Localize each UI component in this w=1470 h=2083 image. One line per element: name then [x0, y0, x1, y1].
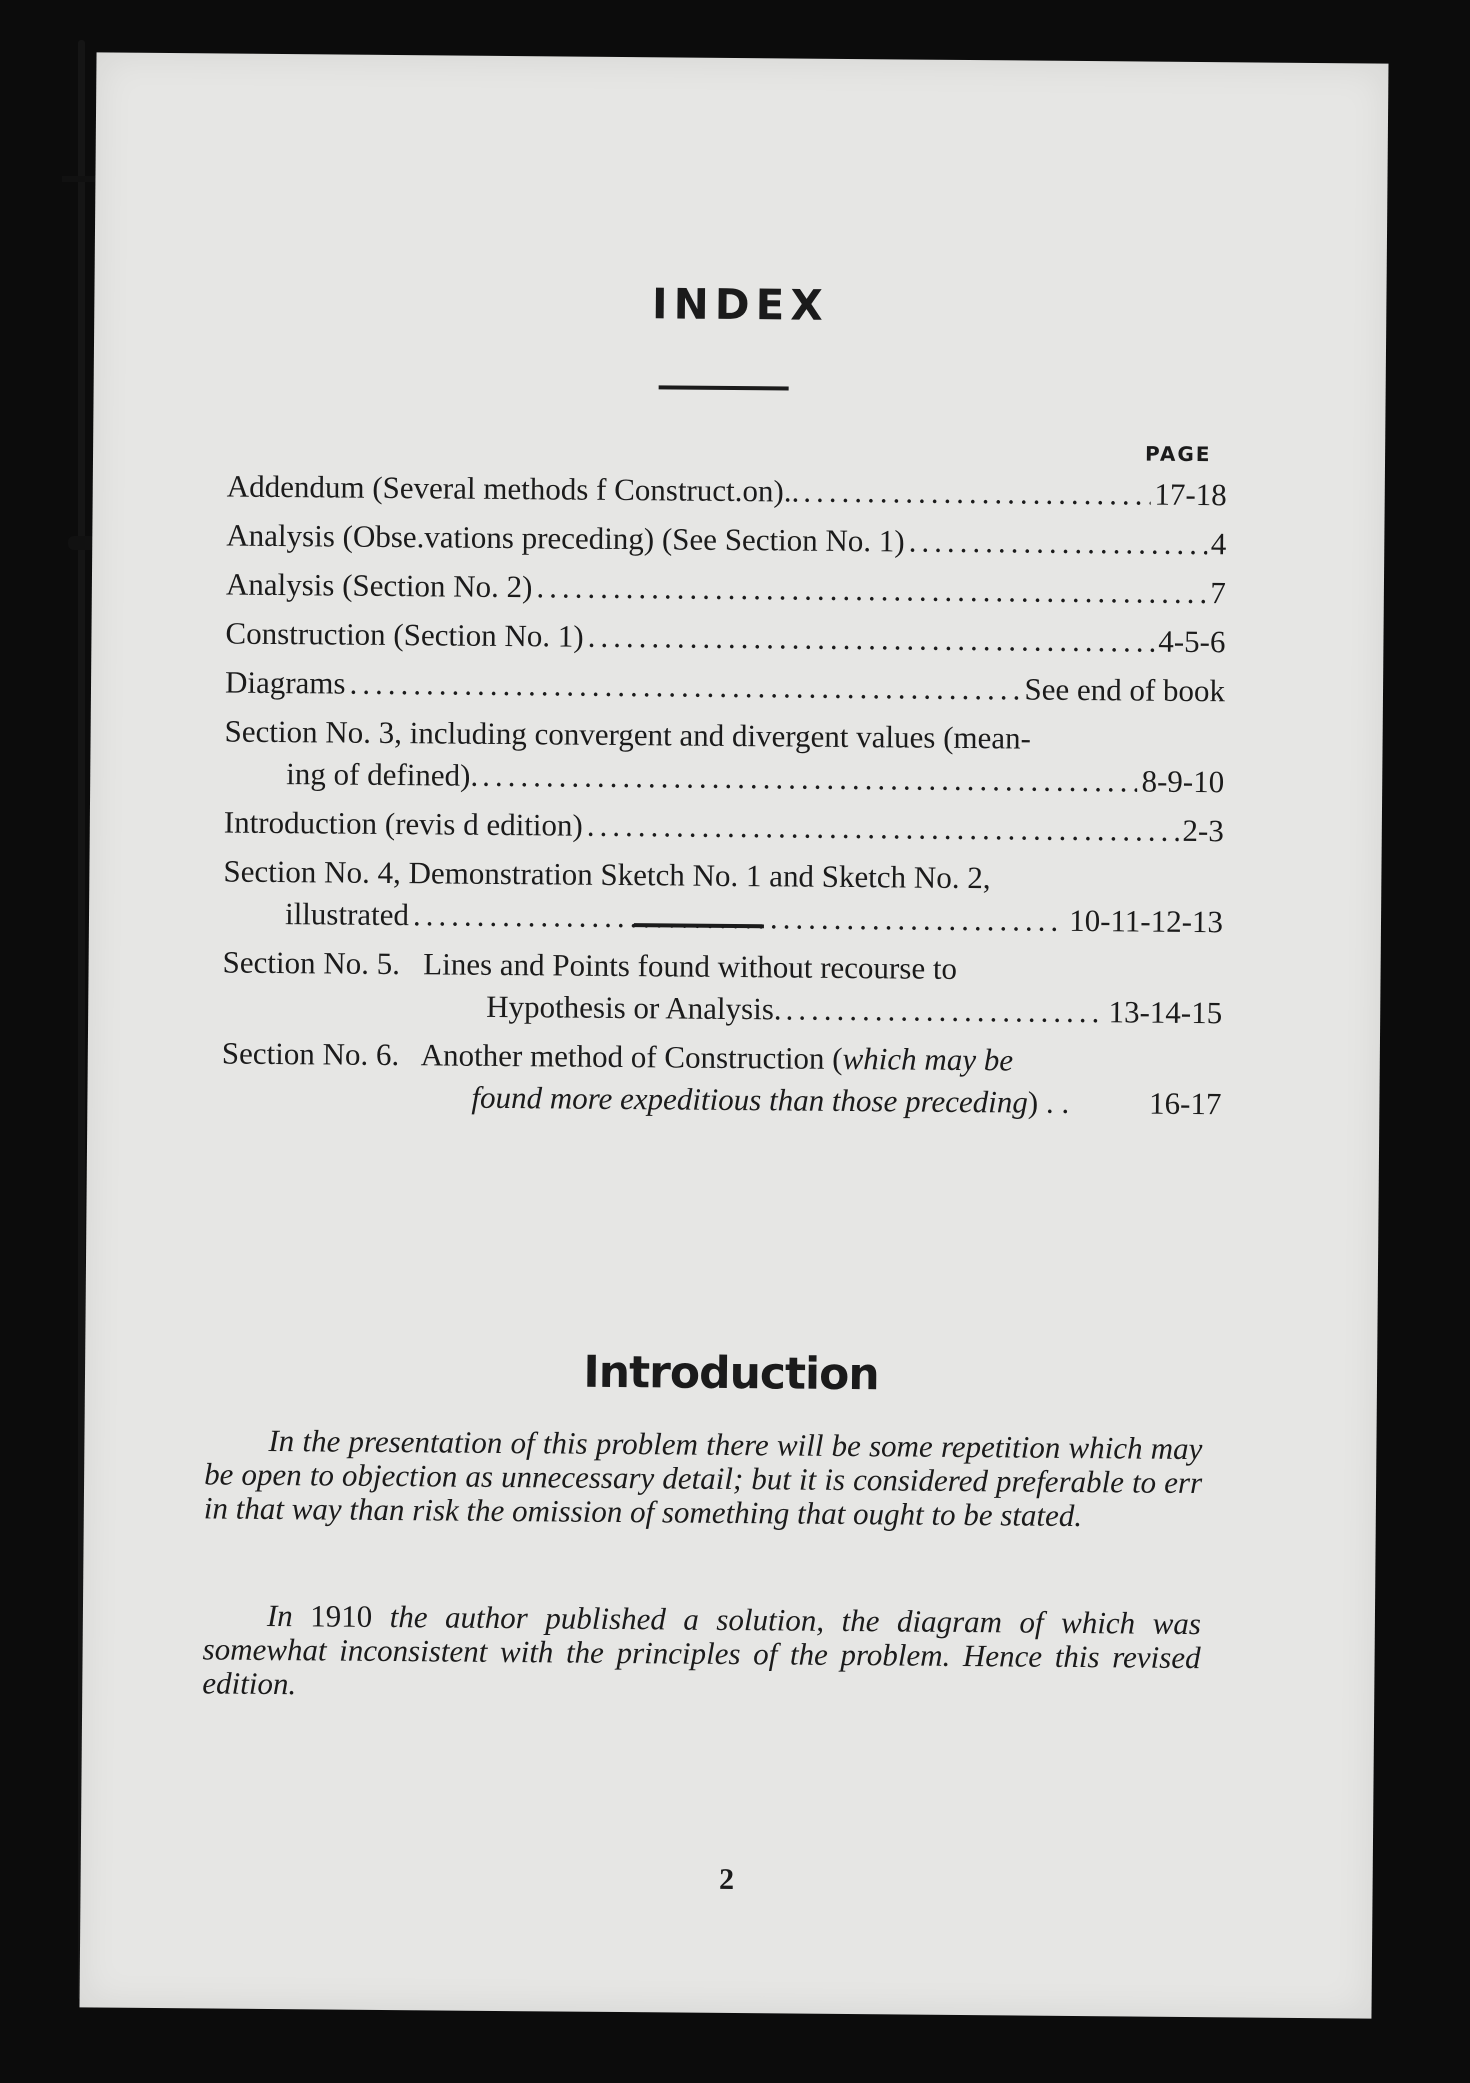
entry-title-continued: ing of defined).: [286, 756, 479, 793]
entry-title-italic: which may be: [842, 1040, 1014, 1078]
index-entry-continuation: [223, 893, 1223, 944]
entry-title-text: ) . .: [1027, 1084, 1070, 1120]
paragraph-year: 1910: [310, 1598, 373, 1634]
spacer: [1069, 1113, 1149, 1114]
dot-leader: [785, 988, 1104, 1033]
paragraph-text: In: [266, 1597, 293, 1634]
title-divider: [659, 385, 789, 390]
dot-leader: [482, 755, 1138, 803]
page-number: 2: [718, 1862, 735, 1897]
dot-leader: [413, 894, 1066, 942]
entry-page: 4-5-6: [1158, 623, 1226, 660]
dot-leader: [587, 805, 1179, 852]
introduction-title: Introduction: [583, 1346, 879, 1401]
index-entry-continuation: [222, 984, 1222, 1035]
index-entry: [226, 564, 1226, 615]
entry-title-italic: found more expeditious than those preceding: [471, 1079, 1029, 1120]
dot-leader: [349, 663, 1020, 711]
introduction-paragraph: [204, 1423, 1203, 1534]
paragraph-text: the author published a solution, the diagram of which was somewhat inconsistent with the principles of the problem. Hence this revised edition.: [202, 1599, 1202, 1702]
index-entry-line: [222, 1033, 1222, 1084]
entry-title: Section No. 4, Demonstration Sketch No. 1 and Sketch No. 2,: [223, 853, 991, 896]
entry-page: 13-14-15: [1108, 994, 1223, 1031]
entry-title-continued: Hypothesis or Analysis.: [486, 988, 782, 1027]
entry-title-continued: [471, 1077, 1069, 1124]
dot-leader: [803, 471, 1150, 516]
dot-leader: [587, 616, 1154, 663]
entry-page: 16-17: [1148, 1085, 1222, 1122]
introduction-paragraph: [202, 1598, 1201, 1709]
index-entry: [225, 662, 1225, 713]
entry-title: Analysis (Section No. 2): [225, 566, 533, 605]
paragraph-text: In the presentation of this problem there will be some repetition which may be open to objection as unnecessary detail; but it is considered preferable to err in that way than risk the omission of something that ought to be stated.: [203, 1422, 1203, 1534]
index-entry-continuation: [224, 753, 1224, 804]
index-entry-continuation: [221, 1075, 1221, 1126]
entry-page: 2-3: [1182, 812, 1224, 849]
entry-title: Section No. 5. Lines and Points found without recourse to: [222, 944, 958, 986]
entry-page: 10-11-12-13: [1069, 902, 1224, 940]
entry-title-text: Section No. 6. Another method of Construction (: [221, 1035, 843, 1076]
entry-page: 7: [1210, 575, 1227, 611]
entry-title-continued: illustrated: [284, 896, 410, 933]
index-entry: [226, 515, 1226, 566]
index-title: INDEX: [651, 279, 829, 330]
entry-title: Introduction (revis d edition): [223, 804, 583, 843]
index-entry: [225, 613, 1225, 664]
dot-leader: [909, 521, 1207, 566]
entry-title: [222, 1033, 1014, 1082]
index-entry: [224, 802, 1224, 853]
entry-page: 8-9-10: [1141, 763, 1225, 800]
index-entry-line: [222, 942, 1222, 993]
entry-page: 17-18: [1154, 476, 1227, 513]
page-column-label: PAGE: [1144, 441, 1212, 467]
book-page: [79, 52, 1388, 2018]
entry-title: Construction (Section No. 1): [225, 615, 584, 654]
entry-title: Diagrams: [224, 664, 346, 701]
dot-leader: [536, 566, 1206, 614]
entry-page: See end of book: [1024, 671, 1226, 709]
entry-title: Section No. 3, including convergent and divergent values (mean-: [224, 713, 1032, 756]
entry-title: Addendum (Several methods f Construct.on)..: [226, 468, 800, 509]
index-list: [221, 466, 1227, 1133]
entry-title: Analysis (Obse.vations preceding) (See Section No. 1): [226, 517, 905, 559]
index-entry: [227, 466, 1227, 517]
paragraph-indent: [204, 1450, 268, 1451]
paragraph-indent: [203, 1625, 267, 1626]
entry-page: 4: [1210, 526, 1227, 562]
